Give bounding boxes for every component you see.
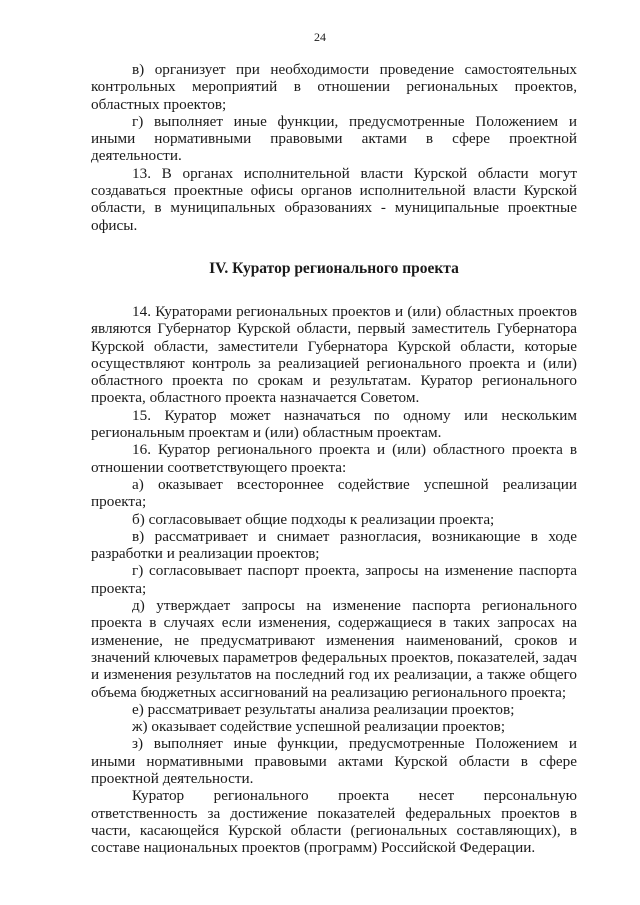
duty-item-v: в) рассматривает и снимает разногласия, возникающие в ходе разработки и реализации проектов; — [91, 527, 577, 563]
paragraph-16-duties-intro: 16. Куратор регионального проекта и (или) областного проекта в отношении соответствующего проекта: — [91, 441, 577, 476]
paragraph-13-project-offices: 13. В органах исполнительной власти Курской области могут создаваться проектные офисы органов исполнительной власти Курской области, в муниципальных образованиях - муниципальные проектные офисы. — [91, 164, 577, 234]
paragraph-14-curators: 14. Кураторами региональных проектов и (или) областных проектов являются Губернатор Курской области, первый заместитель Губернатора Курской области, заместители Губернатора Курской области, которые осуществляют контроль за реализацией регионального проекта и (или) областного проекта по срокам и результатам. Куратор регионального проекта, областного проекта назначается Советом. — [91, 302, 577, 407]
section-heading: IV. Куратор регионального проекта — [209, 259, 459, 277]
duty-item-b: б) согласовывает общие подходы к реализации проекта; — [132, 510, 495, 528]
duty-item-z: з) выполняет иные функции, предусмотренные Положением и иными нормативными правовыми актами Курской области в сфере проектной деятельности. — [91, 735, 577, 787]
duty-item-e: е) рассматривает результаты анализа реализации проектов; — [132, 700, 515, 718]
duty-item-a: а) оказывает всестороннее содействие успешной реализации проекта; — [91, 475, 577, 511]
duty-item-d: д) утверждает запросы на изменение паспорта регионального проекта в случаях если изменения, содержащиеся в таких запросах на изменение, не предусматривают изменения наименований, сроков и значений ключевых параметров федеральных проектов, показателей, задач и изменения результатов на последний год их реализации, а также общего объема бюджетных ассигнований на реализацию регионального проекта; — [91, 597, 577, 701]
paragraph-item-v-control: в) организует при необходимости проведение самостоятельных контрольных мероприятий в отношении региональных проектов, областных проектов; — [91, 61, 577, 113]
paragraph-15-assignment: 15. Куратор может назначаться по одному или нескольким региональным проектам и (или) областным проектам. — [91, 406, 577, 442]
duty-item-zh: ж) оказывает содействие успешной реализации проектов; — [132, 718, 506, 736]
duty-item-g: г) согласовывает паспорт проекта, запросы на изменение паспорта проекта; — [91, 562, 577, 597]
paragraph-curator-responsibility: Куратор регионального проекта несет персональную ответственность за достижение показателей федеральных проектов в части, касающейся Курской области (региональных составляющих), в составе национальных проектов (программ) Российской Федерации. — [91, 787, 577, 857]
page-number: 24 — [314, 30, 326, 44]
paragraph-item-g-other-functions: г) выполняет иные функции, предусмотренные Положением и иными нормативными правовыми актами в сфере проектной деятельности. — [91, 112, 577, 165]
document-body — [91, 61, 577, 856]
